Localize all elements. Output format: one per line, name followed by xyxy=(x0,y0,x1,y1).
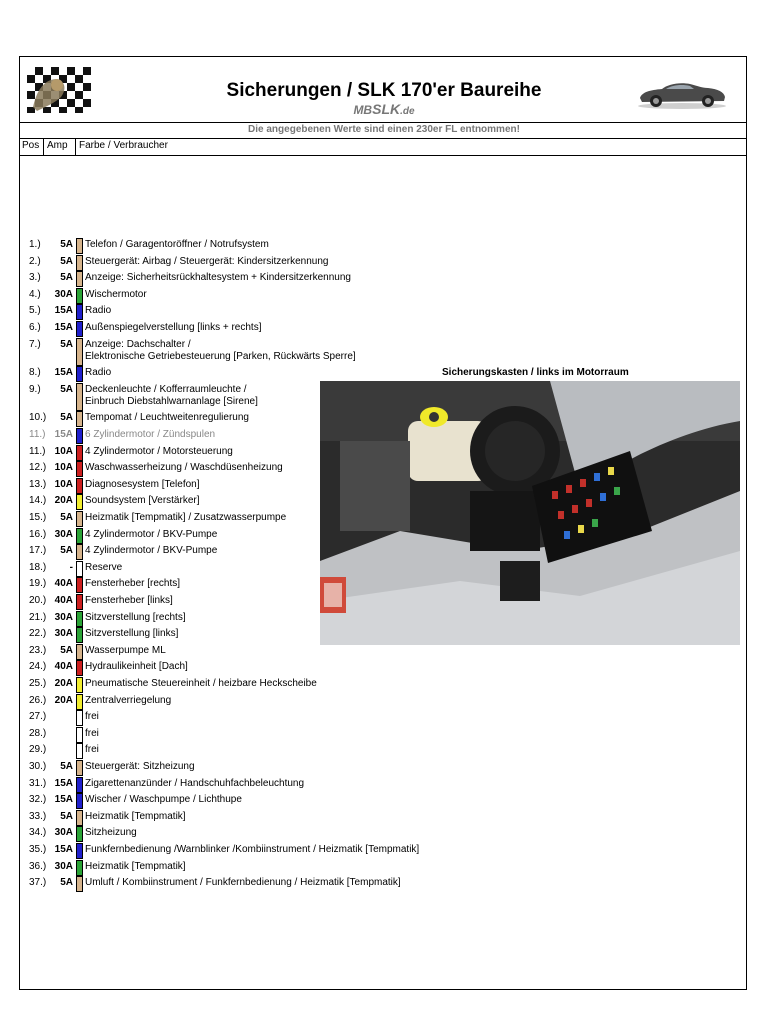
fuse-position: 21.) xyxy=(29,611,47,623)
fuse-position: 33.) xyxy=(29,810,47,822)
header-pos: Pos xyxy=(22,140,40,151)
fuse-consumer-line: Elektronische Getriebesteuerung [Parken, Rückwärts Sperre] xyxy=(85,350,356,362)
fuse-color-swatch xyxy=(76,694,83,710)
fuse-position: 15.) xyxy=(29,512,47,523)
fuse-consumer xyxy=(85,794,445,806)
fuse-color-swatch xyxy=(76,660,83,676)
fuse-amperage: 5A xyxy=(60,383,73,395)
fuse-consumer-line: Soundsystem [Verstärker] xyxy=(85,495,200,507)
fuse-position: 6.) xyxy=(29,322,41,333)
fuse-amperage: 20A xyxy=(54,495,73,507)
fuse-amperage: 15A xyxy=(54,777,73,789)
fuse-consumer-line: Wischermotor xyxy=(85,288,147,300)
fuse-color-swatch xyxy=(76,876,83,892)
engine-bay-photo xyxy=(320,381,740,645)
fuse-consumer-line: Tempomat / Leuchtweitenregulierung xyxy=(85,412,249,424)
fuse-position: 8.) xyxy=(29,367,41,379)
fuse-color-swatch xyxy=(76,238,83,254)
fuse-color-swatch xyxy=(76,288,83,304)
fuse-consumer-line: Hydraulikeinheit [Dach] xyxy=(85,661,188,673)
fuse-amperage: 30A xyxy=(54,528,73,540)
fuse-consumer-line: Sitzverstellung [rechts] xyxy=(85,611,186,623)
car-illustration xyxy=(636,74,728,110)
fuse-consumer xyxy=(85,305,445,317)
fuse-color-swatch xyxy=(76,445,83,461)
fuse-color-swatch xyxy=(76,383,83,411)
fuse-position: 37.) xyxy=(29,877,47,889)
fuse-consumer-line: Reserve xyxy=(85,561,123,573)
fuse-color-swatch xyxy=(76,710,83,726)
fuse-color-swatch xyxy=(76,810,83,826)
fuse-amperage: 30A xyxy=(54,827,73,839)
fuse-amperage: 15A xyxy=(54,367,73,379)
fuse-color-swatch xyxy=(76,461,83,477)
fuse-color-swatch xyxy=(76,644,83,660)
fuse-consumer-line: Außenspiegelverstellung [links + rechts] xyxy=(85,322,262,333)
fuse-amperage: 10A xyxy=(54,445,73,457)
fuse-consumer-line: Zigarettenanzünder / Handschuhfachbeleuchtung xyxy=(85,777,305,789)
fuse-consumer-line: Funkfernbedienung /Warnblinker /Kombiinstrument / Heizmatik [Tempmatik] xyxy=(85,844,420,855)
fuse-amperage: 10A xyxy=(54,462,73,474)
fuse-color-swatch xyxy=(76,494,83,510)
fuse-color-swatch xyxy=(76,271,83,287)
fuse-amperage: 15A xyxy=(54,794,73,806)
fuse-color-swatch xyxy=(76,544,83,560)
fuse-consumer-line: Fensterheber [links] xyxy=(85,595,173,606)
fuse-amperage: 30A xyxy=(54,611,73,623)
fuse-color-swatch xyxy=(76,743,83,759)
fuse-consumer-line: Wasserpumpe ML xyxy=(85,644,166,656)
fuse-color-swatch xyxy=(76,411,83,427)
fuse-consumer xyxy=(85,711,445,723)
fuse-consumer-line: Anzeige: Dachschalter / xyxy=(85,338,191,350)
fuse-consumer xyxy=(85,827,445,839)
fuse-color-swatch xyxy=(76,511,83,527)
fuse-consumer xyxy=(85,861,445,873)
fuse-color-swatch xyxy=(76,843,83,859)
fuse-position: 28.) xyxy=(29,727,47,739)
fuse-consumer-line: Radio xyxy=(85,367,112,379)
fuse-position: 4.) xyxy=(29,288,41,300)
fuse-color-swatch xyxy=(76,561,83,577)
fuse-consumer xyxy=(85,695,445,707)
notice-text: Die angegebenen Werte sind einen 230er FL entnommen! xyxy=(248,124,520,135)
fuse-consumer xyxy=(85,678,445,690)
fuse-color-swatch xyxy=(76,727,83,743)
fuse-color-swatch xyxy=(76,826,83,842)
fuse-color-swatch xyxy=(76,528,83,544)
brand-main: SLK xyxy=(372,101,401,117)
fuse-consumer-line: Steuergerät: Sitzheizung xyxy=(85,761,195,772)
fuse-consumer-line: 4 Zylindermotor / Motorsteuerung xyxy=(85,445,233,457)
fuse-consumer xyxy=(85,811,445,823)
fuse-consumer-line: Einbruch Diebstahlwarnanlage [Sirene] xyxy=(85,395,258,407)
header-separator xyxy=(75,138,76,155)
fuse-position: 26.) xyxy=(29,694,47,706)
fuse-consumer-line: frei xyxy=(85,711,99,723)
fuse-amperage: 30A xyxy=(54,860,73,872)
fuse-position: 25.) xyxy=(29,678,47,689)
fuse-position: 16.) xyxy=(29,528,47,540)
fuse-consumer-line: Radio xyxy=(85,305,112,317)
photo-caption: Sicherungskasten / links im Motorraum xyxy=(442,367,629,378)
fuse-position: 10.) xyxy=(29,412,47,424)
fuse-color-swatch xyxy=(76,677,83,693)
fuse-consumer xyxy=(85,367,445,379)
divider-top xyxy=(19,122,747,123)
fuse-color-swatch xyxy=(76,338,83,366)
fuse-amperage: 30A xyxy=(54,288,73,300)
fuse-amperage: 15A xyxy=(54,305,73,317)
fuse-consumer-line: Wischer / Waschpumpe / Lichthupe xyxy=(85,794,242,806)
fuse-position: 18.) xyxy=(29,561,47,573)
fuse-consumer xyxy=(85,778,445,790)
fuse-amperage: 5A xyxy=(60,877,73,889)
fuse-consumer xyxy=(85,661,445,673)
fuse-position: 3.) xyxy=(29,272,41,284)
fuse-amperage: - xyxy=(69,561,73,573)
fuse-amperage: 10A xyxy=(54,478,73,490)
fuse-consumer-line: Diagnosesystem [Telefon] xyxy=(85,478,200,490)
fuse-position: 29.) xyxy=(29,744,47,756)
fuse-consumer-line: 4 Zylindermotor / BKV-Pumpe xyxy=(85,545,218,557)
fuse-position: 7.) xyxy=(29,338,41,350)
fuse-color-swatch xyxy=(76,627,83,643)
fuse-consumer xyxy=(85,239,445,251)
fuse-consumer-line: Deckenleuchte / Kofferraumleuchte / xyxy=(85,383,247,395)
fuse-position: 24.) xyxy=(29,661,47,673)
header-separator xyxy=(43,138,44,155)
fuse-consumer-line: Anzeige: Sicherheitsrückhaltesystem + Kindersitzerkennung xyxy=(85,272,351,284)
fuse-position: 11.) xyxy=(29,445,46,457)
fuse-consumer xyxy=(85,761,445,773)
fuse-consumer-line: Waschwasserheizung / Waschdüsenheizung xyxy=(85,462,283,474)
fuse-consumer xyxy=(85,645,445,657)
fuse-amperage: 20A xyxy=(54,678,73,689)
fuse-position: 34.) xyxy=(29,827,47,839)
fuse-color-swatch xyxy=(76,777,83,793)
fuse-color-swatch xyxy=(76,793,83,809)
fuse-amperage: 40A xyxy=(54,661,73,673)
fuse-consumer-line: Heizmatik [Tempmatik] / Zusatzwasserpumpe xyxy=(85,512,287,523)
fuse-amperage: 15A xyxy=(54,844,73,855)
fuse-position: 2.) xyxy=(29,255,41,267)
fuse-position: 35.) xyxy=(29,844,47,855)
fuse-consumer-line: frei xyxy=(85,727,99,739)
fuse-consumer-line: 6 Zylindermotor / Zündspulen xyxy=(85,429,216,440)
fuse-position: 22.) xyxy=(29,628,47,640)
fuse-amperage: 5A xyxy=(60,272,73,284)
fuse-position: 9.) xyxy=(29,383,41,395)
fuse-position: 27.) xyxy=(29,711,47,723)
fuse-amperage: 5A xyxy=(60,810,73,822)
fuse-amperage: 5A xyxy=(60,644,73,656)
fuse-amperage: 5A xyxy=(60,545,73,557)
fuse-color-swatch xyxy=(76,594,83,610)
fuse-color-swatch xyxy=(76,577,83,593)
fuse-color-swatch xyxy=(76,304,83,320)
fuse-position: 1.) xyxy=(29,239,41,250)
fuse-consumer xyxy=(85,728,445,740)
fuse-amperage: 5A xyxy=(60,255,73,267)
fuse-consumer xyxy=(85,256,445,268)
divider-notice xyxy=(19,138,747,139)
fuse-color-swatch xyxy=(76,321,83,337)
fuse-amperage: 5A xyxy=(60,338,73,350)
fuse-position: 19.) xyxy=(29,578,47,590)
fuse-consumer xyxy=(85,877,445,889)
fuse-consumer-line: frei xyxy=(85,744,99,756)
fuse-consumer xyxy=(85,744,445,756)
fuse-consumer-line: Pneumatische Steuereinheit / heizbare Heckscheibe xyxy=(85,678,317,689)
fuse-consumer-line: Heizmatik [Tempmatik] xyxy=(85,810,186,822)
fuse-color-swatch xyxy=(76,478,83,494)
fuse-position: 13.) xyxy=(29,478,47,490)
fuse-amperage: 40A xyxy=(54,595,73,606)
fuse-consumer-line: Telefon / Garagentoröffner / Notrufsystem xyxy=(85,239,269,250)
fuse-position: 36.) xyxy=(29,860,47,872)
fuse-amperage: 15A xyxy=(54,322,73,333)
fuse-color-swatch xyxy=(76,255,83,271)
fuse-amperage: 40A xyxy=(54,578,73,590)
fuse-consumer xyxy=(85,289,445,301)
fuse-consumer xyxy=(85,844,445,856)
fuse-position: 11.) xyxy=(29,429,46,440)
fuse-amperage: 5A xyxy=(60,761,73,772)
fuse-color-swatch xyxy=(76,611,83,627)
fuse-position: 31.) xyxy=(29,777,47,789)
fuse-consumer-line: Steuergerät: Airbag / Steuergerät: Kindersitzerkennung xyxy=(85,255,329,267)
fuse-consumer-line: Sitzheizung xyxy=(85,827,137,839)
fuse-amperage: 5A xyxy=(60,239,73,250)
fuse-amperage: 20A xyxy=(54,694,73,706)
fuse-color-swatch xyxy=(76,366,83,382)
fuse-color-swatch xyxy=(76,760,83,776)
fuse-consumer-line: Heizmatik [Tempmatik] xyxy=(85,860,186,872)
fuse-position: 30.) xyxy=(29,761,47,772)
divider-header xyxy=(19,155,747,156)
brand-suffix: .de xyxy=(400,106,415,117)
fuse-amperage: 5A xyxy=(60,412,73,424)
fuse-consumer xyxy=(85,322,445,334)
fuse-position: 14.) xyxy=(29,495,47,507)
fuse-position: 5.) xyxy=(29,305,41,317)
fuse-position: 12.) xyxy=(29,462,47,474)
fuse-amperage: 5A xyxy=(60,512,73,523)
brand-prefix: MB xyxy=(353,103,373,117)
page-title: Sicherungen / SLK 170'er Baureihe xyxy=(226,80,542,101)
fuse-consumer xyxy=(85,272,445,284)
fuse-amperage: 15A xyxy=(54,429,73,440)
fuse-color-swatch xyxy=(76,428,83,444)
fuse-consumer-line: Sitzverstellung [links] xyxy=(85,628,179,640)
fuse-color-swatch xyxy=(76,860,83,876)
fuse-consumer-line: 4 Zylindermotor / BKV-Pumpe xyxy=(85,528,218,540)
fuse-position: 23.) xyxy=(29,644,47,656)
fuse-consumer-line: Fensterheber [rechts] xyxy=(85,578,181,590)
header-farbe-verbraucher: Farbe / Verbraucher xyxy=(79,140,168,151)
header-amp: Amp xyxy=(47,140,68,151)
fuse-position: 20.) xyxy=(29,595,47,606)
fuse-consumer-line: Zentralverriegelung xyxy=(85,694,172,706)
fuse-position: 32.) xyxy=(29,794,47,806)
fuse-amperage: 30A xyxy=(54,628,73,640)
fuse-position: 17.) xyxy=(29,545,47,557)
fuse-consumer xyxy=(85,339,445,363)
fuse-consumer-line: Umluft / Kombiinstrument / Funkfernbedienung / Heizmatik [Tempmatik] xyxy=(85,877,401,889)
